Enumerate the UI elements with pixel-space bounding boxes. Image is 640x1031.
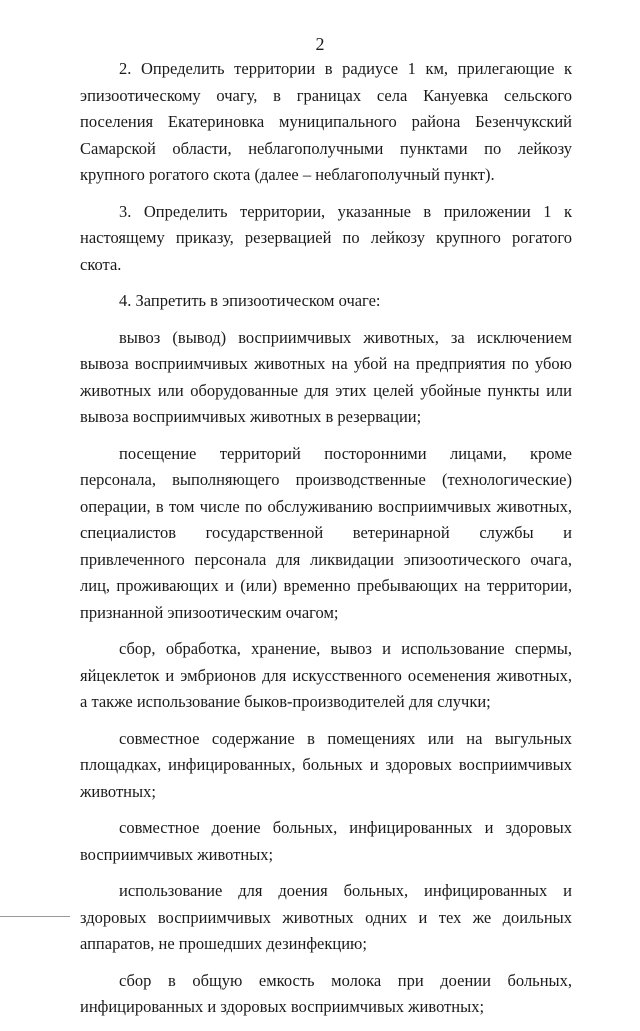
paragraph-item-2: 2. Определить территории в радиусе 1 км, прилегающие к эпизоотическому очагу, в границах села Кануевка сельского поселения Екатериновка муниципального района Безенчукский Самарской области, неблагополучными пунктами по лейкозу крупного рогатого скота (далее – неблагополучный пункт).	[80, 59, 572, 184]
prohibition-housing: совместное содержание в помещениях или на выгульных площадках, инфицированных, больных и здоровых восприимчивых животных;	[80, 728, 572, 801]
prohibition-export: вывоз (вывод) восприимчивых животных, за исключением вывоза восприимчивых животных на убой на предприятия по убою животных или оборудованные для этих целей убойные пункты или вывоза восприимчивых животных в резервации;	[80, 327, 572, 426]
document-body	[80, 56, 572, 1031]
prohibition-milking: совместное доение больных, инфицированных и здоровых восприимчивых животных;	[80, 818, 572, 864]
prohibition-equipment: использование для доения больных, инфицированных и здоровых восприимчивых животных одних и тех же доильных аппаратов, не прошедших дезинфекцию;	[80, 881, 572, 953]
paragraph-item-3: 3. Определить территории, указанные в приложении 1 к настоящему приказу, резервацией по лейкозу крупного рогатого скота.	[80, 201, 572, 274]
prohibition-semen: сбор, обработка, хранение, вывоз и использование спермы, яйцеклеток и эмбрионов для искусственного осеменения животных, а также использование быков-производителей для случки;	[80, 639, 572, 711]
paragraph-item-4: 4. Запретить в эпизоотическом очаге:	[119, 291, 381, 310]
prohibition-milk-collection: сбор в общую емкость молока при доении больных, инфицированных и здоровых восприимчивых животных;	[80, 970, 572, 1016]
page-number: 2	[315, 34, 325, 54]
scan-corner-mark	[0, 912, 70, 917]
prohibition-visits: посещение территорий посторонними лицами, кроме персонала, выполняющего производственные (технологические) операции, в том числе по обслуживанию восприимчивых животных, специалистов государственной ветеринарной службы и привлеченного персонала для ликвидации эпизоотического очага, лиц, проживающих и (или) временно пребывающих на территории, признанной эпизоотическим очагом;	[80, 443, 572, 622]
